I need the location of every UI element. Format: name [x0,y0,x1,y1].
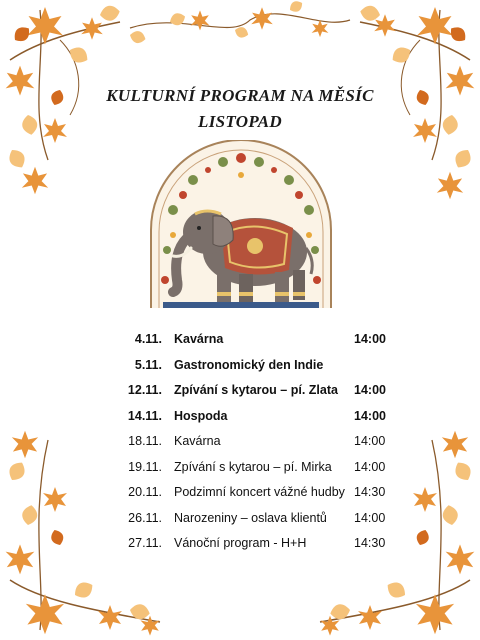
schedule-row [60,532,420,558]
top-vine-ornament [130,0,350,40]
schedule-row [60,405,420,431]
event-time: 14:00 [354,408,386,423]
event-time: 14:00 [354,510,386,525]
event-name: Podzimní koncert vážné hudby [174,485,345,499]
event-date: 12.11. [127,383,162,397]
event-name: Zpívání s kytarou – pí. Mirka [174,459,332,474]
event-date: 18.11. [128,434,162,448]
event-name: Kavárna [174,332,224,346]
event-time: 14:00 [354,332,386,346]
event-date: 20.11. [128,485,162,499]
schedule-row [60,328,420,354]
event-date: 27.11. [128,536,162,550]
event-date: 26.11. [128,510,162,525]
page-title-line1: KULTURNÍ PROGRAM NA MĚSÍC [106,86,374,105]
event-name: Zpívání s kytarou – pí. Zlata [174,383,338,397]
program-schedule [60,328,420,558]
event-date: 14.11. [127,408,162,423]
event-date: 19.11. [128,459,162,474]
event-time: 14:00 [354,383,386,397]
event-time: 14:00 [354,434,386,448]
event-date: 5.11. [134,357,162,372]
event-date: 4.11. [134,332,162,346]
event-name: Gastronomický den Indie [174,357,324,372]
schedule-row [60,379,420,405]
event-name: Hospoda [174,408,228,423]
schedule-row [60,354,420,380]
schedule-row [60,456,420,482]
schedule-row [60,507,420,533]
event-name: Vánoční program - H+H [174,536,307,550]
event-time: 14:00 [354,459,386,474]
schedule-row [60,481,420,507]
event-time: 14:30 [354,485,386,499]
event-name: Kavárna [174,434,221,448]
schedule-row [60,430,420,456]
page-title-line2: LISTOPAD [198,112,282,131]
elephant-illustration [143,140,339,320]
event-time: 14:30 [354,536,386,550]
event-name: Narozeniny – oslava klientů [174,510,327,525]
